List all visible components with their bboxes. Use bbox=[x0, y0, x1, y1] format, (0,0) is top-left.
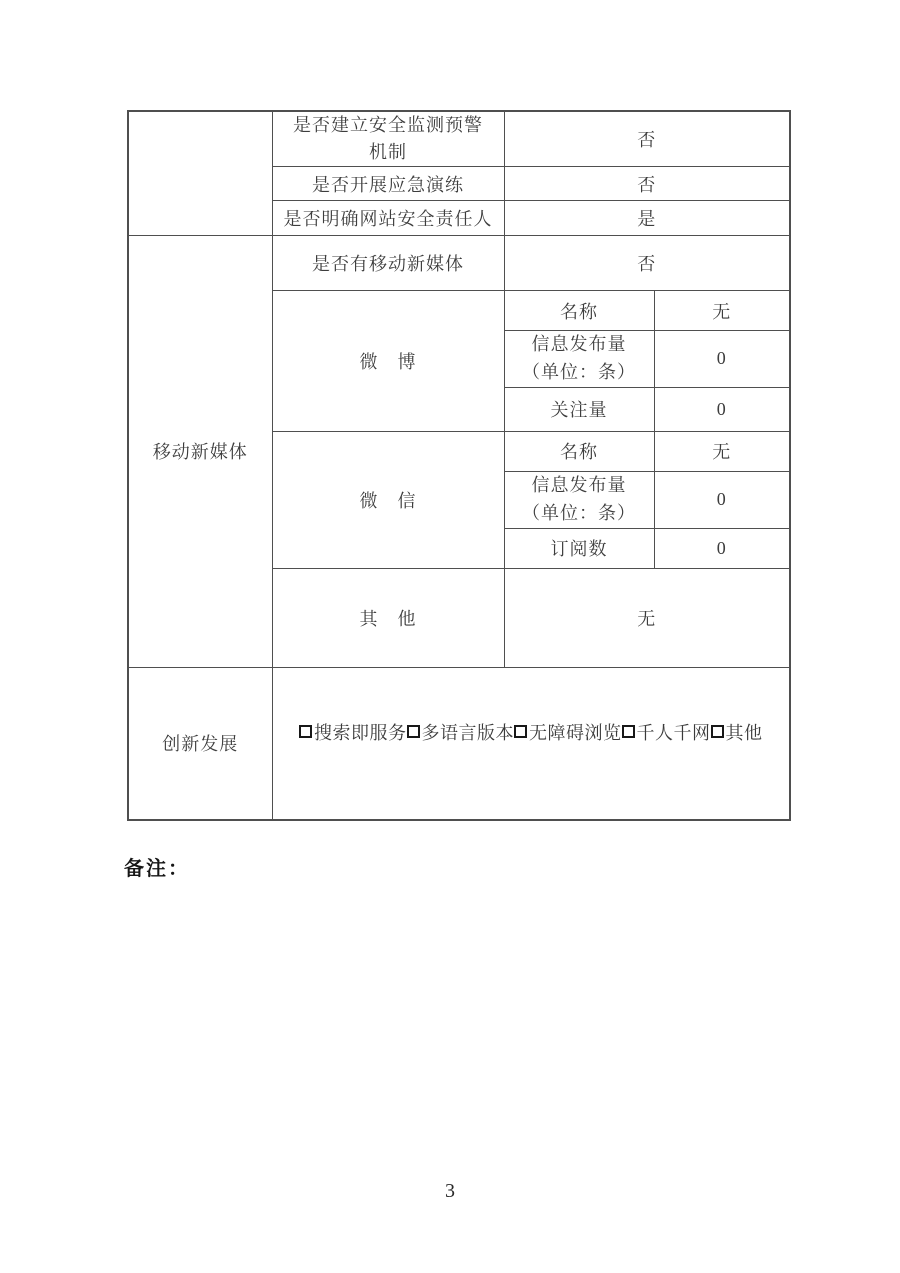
innovation-options-cell bbox=[272, 667, 790, 820]
row-label bbox=[272, 111, 504, 167]
row-label: 是否明确网站安全责任人 bbox=[272, 201, 504, 236]
row-value: 是 bbox=[504, 201, 790, 236]
checkbox-option-accessibility bbox=[514, 719, 622, 745]
section-cell-mobile-media: 移动新媒体 bbox=[128, 236, 272, 668]
row-label: 订阅数 bbox=[504, 528, 654, 568]
row-value: 0 bbox=[654, 471, 790, 528]
row-label-text: 信息发布量 （单位：条） bbox=[522, 334, 636, 382]
checkbox-option-other bbox=[711, 719, 763, 745]
row-label: 关注量 bbox=[504, 387, 654, 431]
table-row-innovation bbox=[128, 667, 790, 820]
group-cell-weibo: 微 博 bbox=[272, 291, 504, 432]
table-row-security-monitor bbox=[128, 111, 790, 167]
row-value: 否 bbox=[504, 111, 790, 167]
checkbox-option-personalized bbox=[622, 719, 711, 745]
section-cell-empty bbox=[128, 111, 272, 236]
checkbox-option-multilingual bbox=[407, 719, 515, 745]
row-label bbox=[504, 331, 654, 388]
row-label: 名称 bbox=[504, 291, 654, 331]
checkbox-icon bbox=[407, 725, 420, 738]
annual-report-table bbox=[127, 110, 791, 821]
checkbox-label: 无障碍浏览 bbox=[529, 723, 622, 744]
row-label bbox=[504, 471, 654, 528]
row-label: 名称 bbox=[504, 431, 654, 471]
row-value: 否 bbox=[504, 236, 790, 291]
checkbox-label: 其他 bbox=[725, 723, 763, 744]
notes-label: 备注： bbox=[124, 858, 190, 880]
row-value: 否 bbox=[504, 167, 790, 201]
group-cell-wechat: 微 信 bbox=[272, 431, 504, 568]
row-label: 是否开展应急演练 bbox=[272, 167, 504, 201]
checkbox-icon bbox=[514, 725, 527, 738]
row-value: 无 bbox=[654, 291, 790, 331]
row-value: 0 bbox=[654, 331, 790, 388]
checkbox-label: 搜索即服务 bbox=[314, 723, 407, 744]
row-label-text: 是否建立安全监测预警机制 bbox=[293, 115, 483, 162]
checkbox-label: 千人千网 bbox=[636, 723, 711, 744]
page-number: 3 bbox=[445, 1180, 455, 1202]
row-value: 无 bbox=[654, 431, 790, 471]
row-value: 0 bbox=[654, 387, 790, 431]
innovation-options bbox=[277, 719, 786, 745]
checkbox-option-search-service bbox=[299, 719, 407, 745]
checkbox-icon bbox=[711, 725, 724, 738]
row-label-text: 信息发布量 （单位：条） bbox=[522, 474, 636, 523]
row-value: 无 bbox=[504, 568, 790, 667]
checkbox-icon bbox=[299, 725, 312, 738]
section-cell-innovation: 创新发展 bbox=[128, 667, 272, 820]
row-label: 是否有移动新媒体 bbox=[272, 236, 504, 291]
table-row-has-mobile-media bbox=[128, 236, 790, 291]
checkbox-label: 多语言版本 bbox=[421, 723, 514, 744]
row-value: 0 bbox=[654, 528, 790, 568]
checkbox-icon bbox=[622, 725, 635, 738]
group-cell-other: 其 他 bbox=[272, 568, 504, 667]
